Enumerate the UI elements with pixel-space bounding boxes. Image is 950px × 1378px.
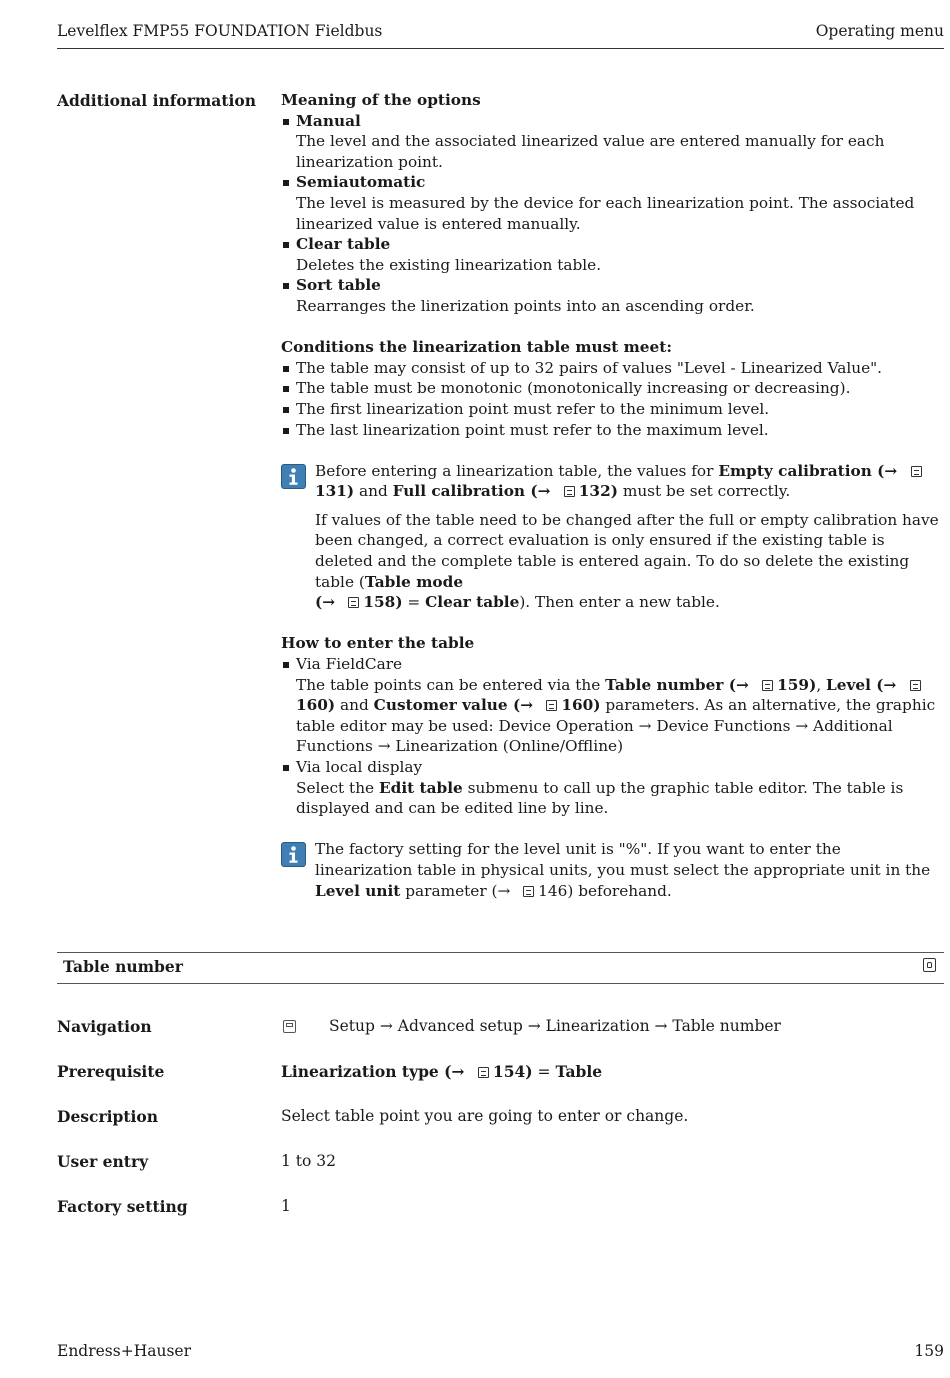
book-icon xyxy=(478,1067,489,1078)
page-ref[interactable]: 154) xyxy=(492,1062,533,1081)
page-ref[interactable]: 131) xyxy=(315,482,355,501)
lock-icon xyxy=(923,958,936,972)
full-calibration-link[interactable]: Full calibration xyxy=(392,482,526,501)
book-icon xyxy=(348,597,359,608)
entry-methods-list xyxy=(281,654,941,819)
table-number-link[interactable]: Table number xyxy=(605,675,724,694)
option-name: Clear table xyxy=(296,235,391,254)
prerequisite-value: Linearization type (→ 154) = Table xyxy=(281,1062,603,1081)
level-unit-note: The factory setting for the level unit is "%". If you want to enter the linearization table in physical units, you must select the appropriate unit in the Level unit parameter (→ 146) beforehand. xyxy=(281,839,941,901)
option-name: Manual xyxy=(296,111,361,130)
header-chapter-title: Operating menu xyxy=(815,22,944,40)
option-text: Deletes the existing linearization table. xyxy=(296,255,602,274)
description-value: Select table point you are going to enter or change. xyxy=(281,1107,689,1125)
list-item: Via FieldCare The table points can be entered via the Table number (→ 159), Level (→ 160) and Customer value (→ 160) parameters. As an alternative, the graphic table editor may be used: Device Operation → Device Functions → Additional Functions → Linearization (Online/Offline) xyxy=(281,654,941,757)
info-icon xyxy=(281,464,306,489)
option-name: Sort table xyxy=(296,276,381,295)
navigation-label: Navigation xyxy=(57,1017,152,1036)
book-icon xyxy=(546,700,557,711)
section-title: Table number xyxy=(63,957,183,976)
prerequisite-label: Prerequisite xyxy=(57,1062,165,1081)
additional-information-label: Additional information xyxy=(57,91,257,110)
list-item xyxy=(281,111,941,173)
level-unit-link[interactable]: Level unit xyxy=(315,881,401,900)
clear-table-option: Clear table xyxy=(425,593,520,612)
description-label: Description xyxy=(57,1107,159,1126)
linearization-type-link[interactable]: Linearization type xyxy=(281,1062,439,1081)
conditions-list xyxy=(281,358,941,440)
page-header xyxy=(57,22,944,42)
option-text: The level and the associated linearized value are entered manually for each linearization point. xyxy=(296,132,885,171)
navigation-path: Setup → Advanced setup → Linearization → Table number xyxy=(329,1017,781,1035)
option-name: Semiautomatic xyxy=(296,173,426,192)
page-ref[interactable]: 132) xyxy=(578,482,618,501)
additional-information-content xyxy=(281,90,941,901)
page-number: 159 xyxy=(914,1342,944,1360)
page-ref[interactable]: 160) xyxy=(296,696,336,715)
list-item: The table may consist of up to 32 pairs of values "Level - Linearized Value". xyxy=(281,358,941,379)
list-item xyxy=(281,234,941,275)
header-document-title: Levelflex FMP55 FOUNDATION Fieldbus xyxy=(57,22,383,40)
section-rule-top xyxy=(57,952,944,953)
list-item: Via local display Select the Edit table submenu to call up the graphic table editor. The table is displayed and can be edited line by line. xyxy=(281,757,941,819)
list-item: The last linearization point must refer to the maximum level. xyxy=(281,420,941,441)
how-to-enter-heading: How to enter the table xyxy=(281,634,475,653)
page-ref[interactable]: 160) xyxy=(561,696,601,715)
list-item xyxy=(281,172,941,234)
options-list xyxy=(281,111,941,317)
edit-table-submenu: Edit table xyxy=(378,778,463,797)
factory-setting-value: 1 xyxy=(281,1197,291,1215)
level-link[interactable]: Level xyxy=(826,675,871,694)
header-rule xyxy=(57,48,944,49)
section-rule-bottom xyxy=(57,983,944,984)
book-icon xyxy=(564,486,575,497)
user-entry-label: User entry xyxy=(57,1152,149,1171)
page-ref[interactable]: 159) xyxy=(777,675,817,694)
footer-company: Endress+Hauser xyxy=(57,1342,191,1360)
table-mode-link[interactable]: Table mode xyxy=(364,572,464,591)
list-item: The table must be monotonic (monotonically increasing or decreasing). xyxy=(281,378,941,399)
page-ref[interactable]: 146) beforehand. xyxy=(538,881,672,900)
empty-calibration-link[interactable]: Empty calibration xyxy=(718,461,872,480)
list-item xyxy=(281,275,941,316)
list-item: The first linearization point must refer to the minimum level. xyxy=(281,399,941,420)
display-icon xyxy=(283,1020,296,1033)
options-heading: Meaning of the options xyxy=(281,91,481,109)
page-ref[interactable]: 158) xyxy=(363,593,403,612)
info-icon xyxy=(281,842,306,867)
customer-value-link[interactable]: Customer value xyxy=(373,696,508,715)
user-entry-value: 1 to 32 xyxy=(281,1152,336,1170)
option-text: Rearranges the linerization points into an ascending order. xyxy=(296,296,755,315)
book-icon xyxy=(762,680,773,691)
book-icon xyxy=(523,886,534,897)
book-icon xyxy=(911,466,922,477)
book-icon xyxy=(910,680,921,691)
conditions-heading: Conditions the linearization table must meet: xyxy=(281,338,672,357)
calibration-note: Before entering a linearization table, the values for Empty calibration (→ 131) and Full calibration (→ 132) must be set correctly. If values of the table need to be changed after the full or empty calibration have been changed, a correct evaluation is only ensured if the existing table is deleted and the complete table is entered again. To do so delete the existing table (Table mode (→ 158) = Clear table). Then enter a new table. xyxy=(281,461,941,613)
option-text: The level is measured by the device for each linearization point. The associated linearized value is entered manually. xyxy=(296,193,915,233)
factory-setting-label: Factory setting xyxy=(57,1197,188,1216)
